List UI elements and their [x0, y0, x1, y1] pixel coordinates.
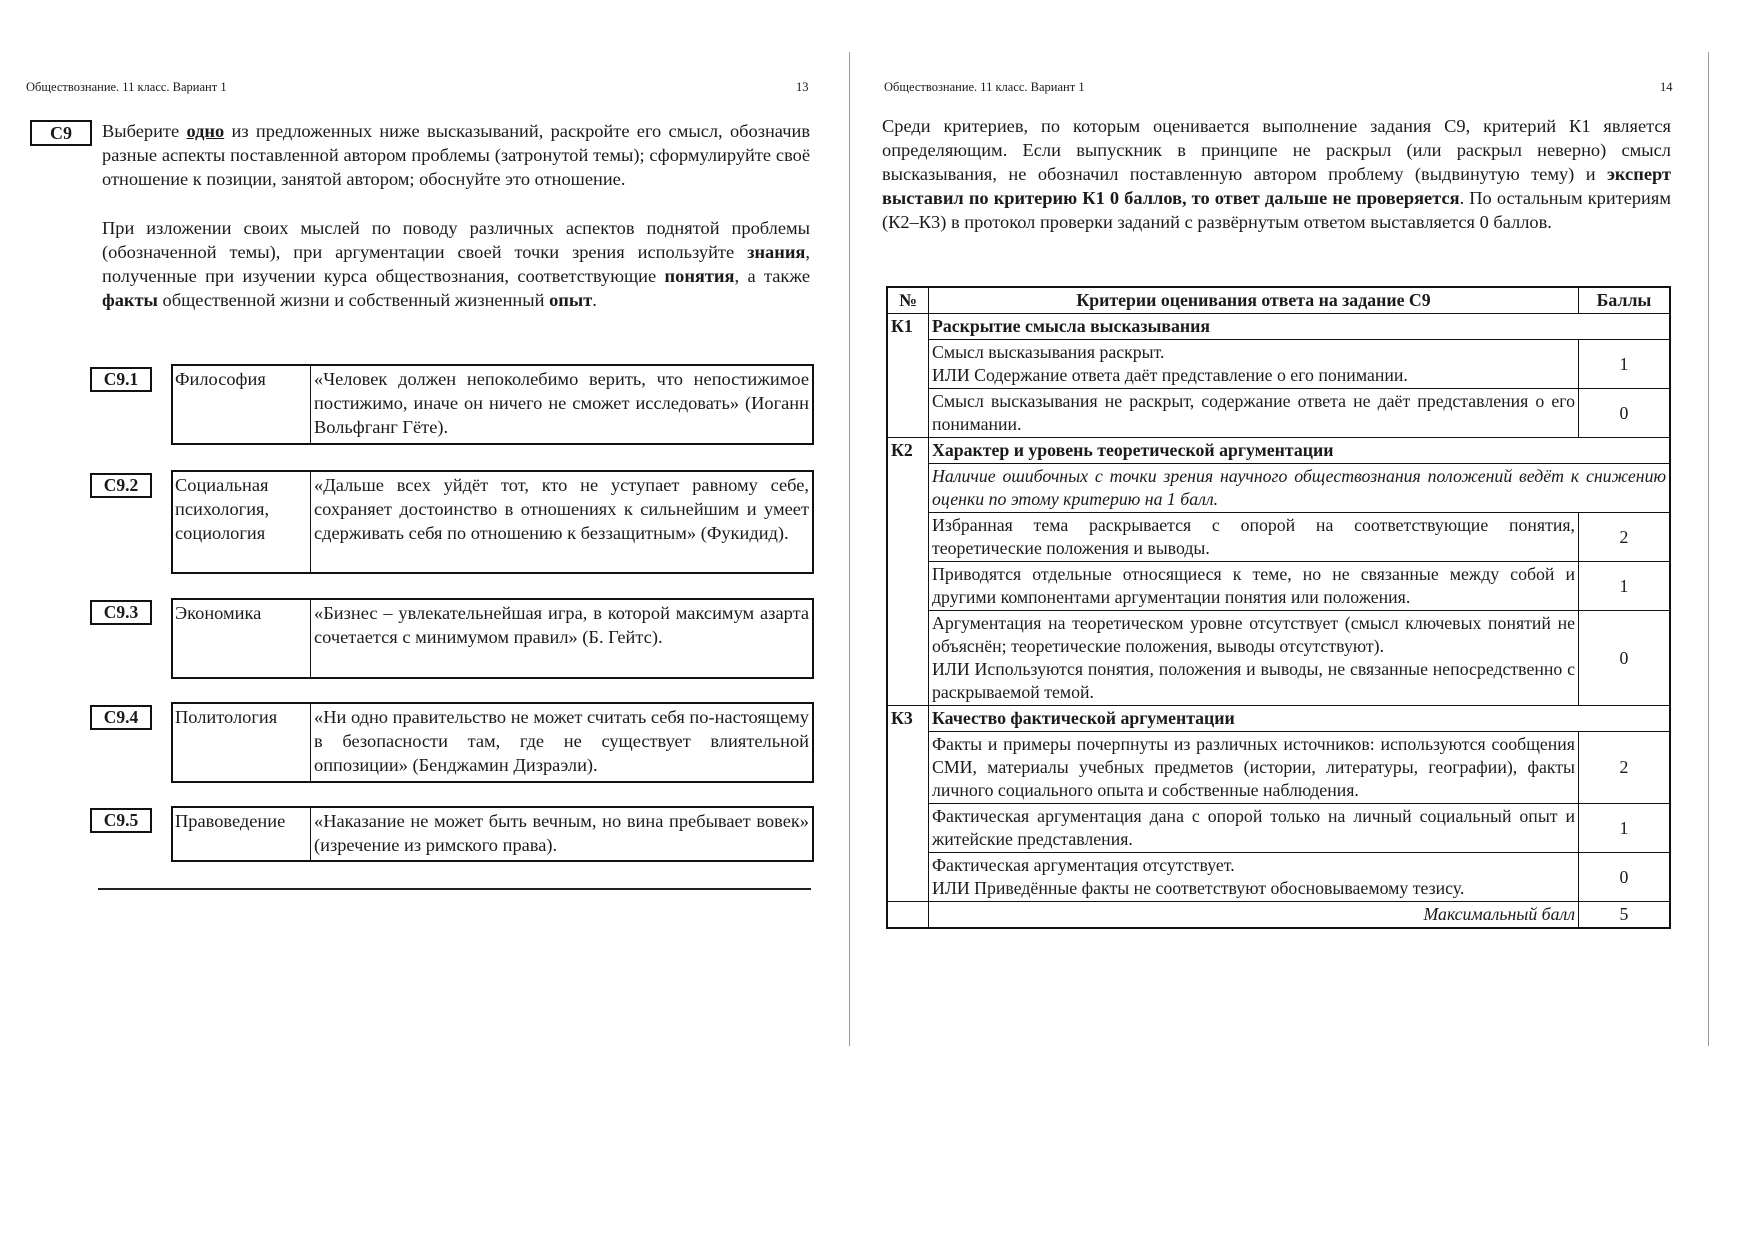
task-guidance: При изложении своих мыслей по поводу различных аспектов поднятой проблемы (обозначенной темы), при аргументации своей точки зрения используйте знания, полученные при изучении курса обществознания, соответствующие понятия, а также факты общественной жизни и собственный жизненный опыт.	[102, 218, 810, 310]
criterion-description: Фактическая аргументация дана с опорой только на личный социальный опыт и житейские представления.	[929, 804, 1579, 853]
criterion-points: 0	[1579, 611, 1671, 706]
criterion-title: Раскрытие смысла высказывания	[929, 314, 1671, 340]
option-label-c9-3: С9.3	[90, 600, 152, 625]
task-label: С9	[30, 120, 92, 146]
option-c9-1	[171, 364, 814, 445]
task-instructions: Выберите одно из предложенных ниже высказываний, раскройте его смысл, обозначив разные аспекты поставленной автором проблемы (затронутой темы); сформулируйте своё отношение к позиции, занятой автором; обоснуйте это отношение.	[102, 121, 811, 189]
option-label-c9-4: С9.4	[90, 705, 152, 730]
criterion-code: К3	[887, 706, 929, 732]
criterion-description: Факты и примеры почерпнуты из различных источников: используются сообщения СМИ, материалы учебных предметов (истории, литературы, географии), факты личного социального опыта и собственные наблюдения.	[929, 732, 1579, 804]
option-quote: «Дальше всех уйдёт тот, кто не уступает равному себе, сохраняет достоинство в отношениях к сильнейшим и умеет сдерживать себя по отношению к беззащитным» (Фукидид).	[314, 475, 809, 543]
criterion-description: Избранная тема раскрывается с опорой на соответствующие понятия, теоретические положения и выводы.	[929, 513, 1579, 562]
col-criteria: Критерии оценивания ответа на задание С9	[929, 287, 1579, 314]
criterion-note: Наличие ошибочных с точки зрения научного обществознания положений ведёт к снижению оценки по этому критерию на 1 балл.	[929, 464, 1671, 513]
option-quote: «Наказание не может быть вечным, но вина пребывает вовек» (изречение из римского права).	[314, 811, 809, 855]
max-score-row	[887, 902, 1670, 929]
criterion-code: К1	[887, 314, 929, 340]
table-row	[887, 732, 1670, 804]
option-label-c9-5: С9.5	[90, 808, 152, 833]
criterion-title: Качество фактической аргументации	[929, 706, 1671, 732]
max-score-value: 5	[1579, 902, 1671, 929]
criterion-points: 1	[1579, 562, 1671, 611]
criteria-table	[886, 286, 1671, 929]
option-quote: «Ни одно правительство не может считать себя по-настоящему в безопасности там, где не существует влиятельной оппозиции» (Бенджамин Дизраэли).	[314, 707, 809, 775]
section-rule	[98, 888, 811, 890]
right-page-header: Обществознание. 11 класс. Вариант 1	[884, 80, 1085, 94]
criterion-description: Смысл высказывания раскрыт. ИЛИ Содержание ответа даёт представление о его понимании.	[929, 340, 1579, 389]
criterion-description: Аргументация на теоретическом уровне отсутствует (смысл ключевых понятий не объяснён; теоретические положения, выводы отсутствуют). ИЛИ Используются понятия, положения и выводы, не связанные непосредственно с раскрываемой темой.	[929, 611, 1579, 706]
option-c9-4	[171, 702, 814, 783]
table-row	[887, 513, 1670, 562]
criterion-k1-title-row	[887, 314, 1670, 340]
option-c9-2	[171, 470, 814, 574]
table-row	[887, 562, 1670, 611]
option-label-c9-1: С9.1	[90, 367, 152, 392]
left-page	[0, 0, 860, 1239]
criterion-points: 0	[1579, 389, 1671, 438]
criterion-description: Смысл высказывания не раскрыт, содержание ответа не даёт представления о его понимании.	[929, 389, 1579, 438]
option-topic: Экономика	[173, 600, 311, 677]
table-row	[887, 611, 1670, 706]
criterion-code: К2	[887, 438, 929, 464]
criteria-table-header	[887, 287, 1670, 314]
max-score-label: Максимальный балл	[929, 902, 1579, 929]
criterion-k3-title-row	[887, 706, 1670, 732]
criterion-points: 2	[1579, 513, 1671, 562]
col-points: Баллы	[1579, 287, 1671, 314]
table-row	[887, 464, 1670, 513]
criterion-points: 0	[1579, 853, 1671, 902]
table-row	[887, 389, 1670, 438]
option-quote: «Бизнес – увлекательнейшая игра, в которой максимум азарта сочетается с минимумом правил» (Б. Гейтс).	[314, 603, 809, 647]
criterion-description: Фактическая аргументация отсутствует. ИЛИ Приведённые факты не соответствуют обосновываемому тезису.	[929, 853, 1579, 902]
right-page-number: 14	[1660, 80, 1673, 94]
left-page-header: Обществознание. 11 класс. Вариант 1	[26, 80, 227, 94]
left-page-number: 13	[796, 80, 809, 94]
option-c9-5	[171, 806, 814, 862]
option-topic: Политология	[173, 704, 311, 781]
option-topic: Правоведение	[173, 808, 311, 860]
criterion-points: 1	[1579, 340, 1671, 389]
option-c9-3	[171, 598, 814, 679]
col-no: №	[887, 287, 929, 314]
criterion-title: Характер и уровень теоретической аргументации	[929, 438, 1671, 464]
criteria-intro: Среди критериев, по которым оценивается выполнение задания С9, критерий К1 является определяющим. Если выпускник в принципе не раскрыл (или раскрыл неверно) смысл высказывания, не обозначил поставленную автором проблему (выдвинутую тему) и эксперт выставил по критерию К1 0 баллов, то ответ дальше не проверяется. По остальным критериям (К2–К3) в протокол проверки заданий с развёрнутым ответом выставляется 0 баллов.	[882, 116, 1672, 232]
criterion-points: 2	[1579, 732, 1671, 804]
table-row	[887, 804, 1670, 853]
option-quote: «Человек должен непоколебимо верить, что непостижимое постижимо, иначе он ничего не сможет исследовать» (Иоганн Вольфганг Гёте).	[314, 369, 809, 437]
criterion-description: Приводятся отдельные относящиеся к теме, но не связанные между собой и другими компонентами аргументации понятия или положения.	[929, 562, 1579, 611]
table-row	[887, 340, 1670, 389]
criterion-points: 1	[1579, 804, 1671, 853]
table-row	[887, 853, 1670, 902]
right-page	[860, 0, 1754, 1239]
option-topic: Философия	[173, 366, 311, 443]
page-fold-line	[849, 52, 850, 1046]
option-label-c9-2: С9.2	[90, 473, 152, 498]
criterion-k2-title-row	[887, 438, 1670, 464]
option-topic: Социальная психология, социология	[173, 472, 311, 572]
